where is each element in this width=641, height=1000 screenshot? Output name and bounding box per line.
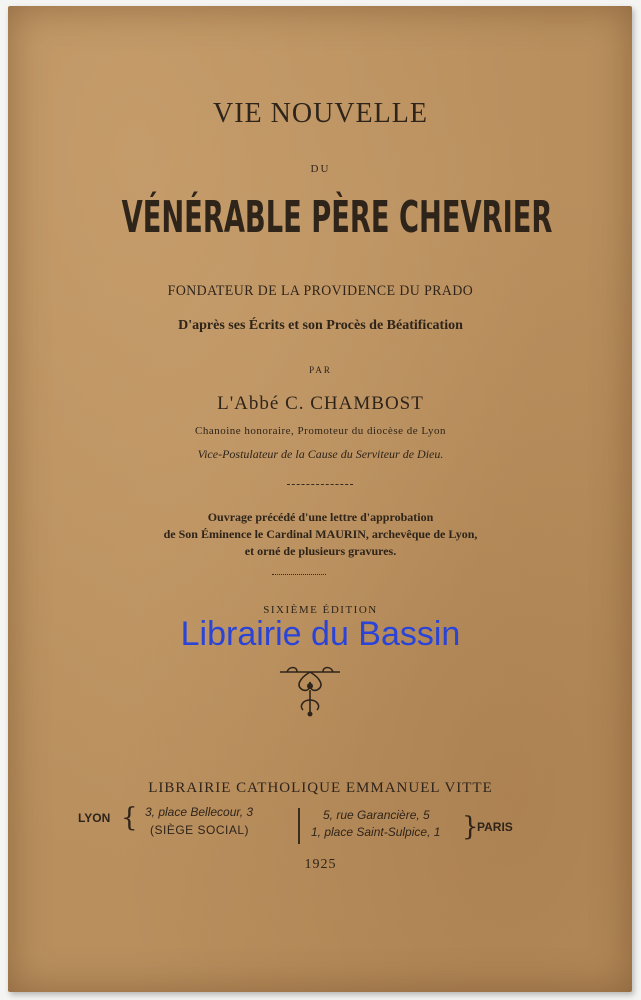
watermark-text: Librairie du Bassin [180,615,461,653]
source-note: D'après ses Écrits et son Procès de Béatification [178,318,463,333]
floral-ornament-icon [275,660,345,720]
address-left-line: (SIÈGE SOCIAL) [150,823,250,837]
address-divider [298,808,300,844]
author-role-1: Chanoine honoraire, Promoteur du diocèse de Lyon [195,425,446,437]
divider-rule [287,484,353,485]
par-label: PAR [309,365,332,375]
address-left-line: 3, place Bellecour, 3 [145,805,254,819]
brace-left: { [121,803,138,833]
work-note-line: de Son Éminence le Cardinal MAURIN, archevêque de Lyon, [163,527,478,541]
main-title: VÉNÉRABLE PÈRE CHEVRIER [121,192,553,243]
title-line-1: VIE NOUVELLE [213,98,428,129]
divider-rule [272,574,326,575]
address-right-line: 1, place Saint-Sulpice, 1 [311,825,441,839]
brace-right: } [462,812,479,842]
publication-year: 1925 [304,857,337,872]
work-note-line: Ouvrage précédé d'une lettre d'approbation [207,510,434,524]
subtitle: FONDATEUR DE LA PROVIDENCE DU PRADO [167,283,474,299]
city-left: LYON [78,811,111,825]
address-right-line: 5, rue Garancière, 5 [323,808,430,822]
publisher-name: LIBRAIRIE CATHOLIQUE EMMANUEL VITTE [148,780,493,796]
author-name: L'Abbé C. CHAMBOST [217,393,424,414]
author-role-2: Vice-Postulateur de la Cause du Serviteur de Dieu. [197,447,444,461]
edition-label: SIXIÈME ÉDITION [263,604,378,616]
title-connector: DU [310,163,331,175]
book-cover [8,6,632,992]
work-note-line: et orné de plusieurs gravures. [244,544,397,558]
city-right: PARIS [477,820,513,834]
